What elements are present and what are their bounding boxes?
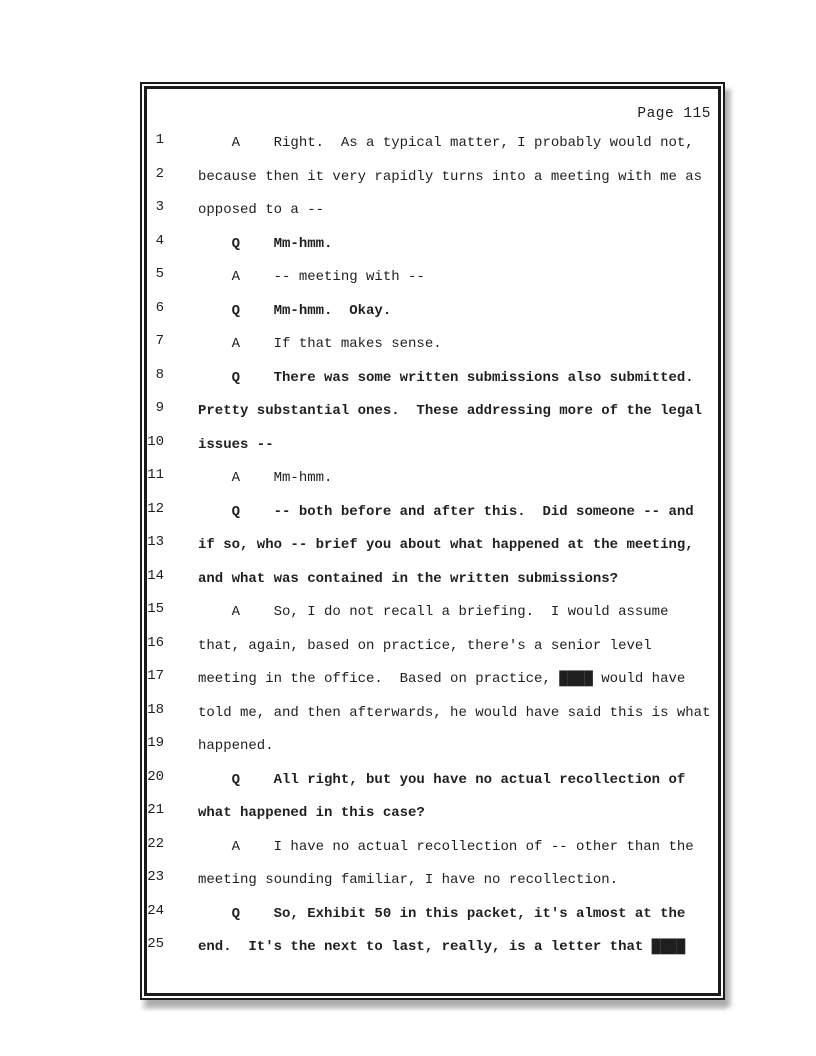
- line-text: A Mm-hmm.: [198, 470, 333, 486]
- line-number: 17: [147, 668, 164, 684]
- line-text: issues --: [198, 436, 274, 453]
- transcript-page-border: [144, 86, 721, 996]
- line-number: 14: [147, 567, 164, 584]
- line-number: 19: [147, 735, 164, 751]
- line-number: 11: [147, 467, 164, 483]
- transcript-line-row: [147, 769, 718, 803]
- transcript-line-row: [147, 869, 718, 903]
- transcript-line-row: [147, 166, 718, 200]
- transcript-line-row: [147, 400, 718, 434]
- transcript-line-row: [147, 367, 718, 401]
- line-number: 22: [147, 835, 164, 852]
- line-text: told me, and then afterwards, he would have said this is what: [198, 704, 711, 721]
- line-text: Q Mm-hmm.: [198, 235, 333, 252]
- transcript-line-row: [147, 836, 718, 870]
- line-text: Q There was some written submissions also submitted.: [198, 369, 694, 386]
- line-number: 1: [155, 132, 164, 148]
- line-text: Q Mm-hmm. Okay.: [198, 302, 392, 319]
- transcript-page-sheet: [140, 82, 725, 1000]
- transcript-line-row: [147, 266, 718, 300]
- transcript-line-row: [147, 534, 718, 568]
- line-number: 9: [155, 400, 164, 416]
- line-number: 13: [147, 534, 164, 550]
- line-text: end. It's the next to last, really, is a letter that ████: [198, 939, 686, 955]
- line-text: happened.: [198, 738, 274, 754]
- transcript-line-row: [147, 903, 718, 937]
- line-number: 6: [155, 299, 164, 316]
- transcript-line-row: [147, 702, 718, 736]
- transcript-line-row: [147, 601, 718, 635]
- line-text: meeting sounding familiar, I have no recollection.: [198, 872, 619, 888]
- line-text: meeting in the office. Based on practice, ████ would have: [198, 671, 686, 687]
- line-text: because then it very rapidly turns into a meeting with me as: [198, 168, 703, 185]
- transcript-line-row: [147, 668, 718, 702]
- line-number: 21: [147, 802, 164, 818]
- transcript-line-row: [147, 300, 718, 334]
- transcript-line-row: [147, 333, 718, 367]
- transcript-line-row: [147, 735, 718, 769]
- transcript-line-row: [147, 635, 718, 669]
- line-number: 16: [147, 634, 164, 651]
- line-number: 10: [147, 433, 164, 450]
- page-number-label: Page 115: [637, 106, 711, 122]
- line-number: 25: [147, 936, 164, 952]
- line-number: 5: [155, 266, 164, 282]
- line-number: 20: [147, 768, 164, 785]
- line-text: and what was contained in the written submissions?: [198, 570, 619, 587]
- line-number: 15: [147, 601, 164, 617]
- transcript-line-row: [147, 199, 718, 233]
- line-number: 3: [155, 199, 164, 215]
- transcript-line-row: [147, 802, 718, 836]
- line-text: that, again, based on practice, there's a senior level: [198, 637, 652, 654]
- transcript-line-row: [147, 501, 718, 535]
- line-text: if so, who -- brief you about what happened at the meeting,: [198, 537, 694, 553]
- line-number: 7: [155, 333, 164, 349]
- line-text: A So, I do not recall a briefing. I would assume: [198, 604, 669, 620]
- line-text: what happened in this case?: [198, 805, 425, 821]
- transcript-lines: [147, 132, 718, 970]
- line-text: A I have no actual recollection of -- other than the: [198, 838, 694, 855]
- transcript-line-row: [147, 568, 718, 602]
- line-text: opposed to a --: [198, 202, 325, 218]
- line-text: A -- meeting with --: [198, 269, 425, 285]
- transcript-line-row: [147, 434, 718, 468]
- transcript-line-row: [147, 467, 718, 501]
- line-text: Pretty substantial ones. These addressing more of the legal: [198, 403, 703, 419]
- transcript-line-row: [147, 936, 718, 970]
- line-text: A If that makes sense.: [198, 336, 442, 352]
- line-number: 23: [147, 869, 164, 885]
- line-text: Q So, Exhibit 50 in this packet, it's almost at the: [198, 905, 686, 922]
- line-text: Q All right, but you have no actual recollection of: [198, 771, 686, 788]
- transcript-line-row: [147, 132, 718, 166]
- line-number: 2: [155, 165, 164, 182]
- line-number: 18: [147, 701, 164, 718]
- line-number: 8: [155, 366, 164, 383]
- line-text: A Right. As a typical matter, I probably would not,: [198, 135, 694, 151]
- line-number: 4: [155, 232, 164, 249]
- transcript-line-row: [147, 233, 718, 267]
- line-number: 24: [147, 902, 164, 919]
- line-text: Q -- both before and after this. Did someone -- and: [198, 503, 694, 520]
- line-number: 12: [147, 500, 164, 517]
